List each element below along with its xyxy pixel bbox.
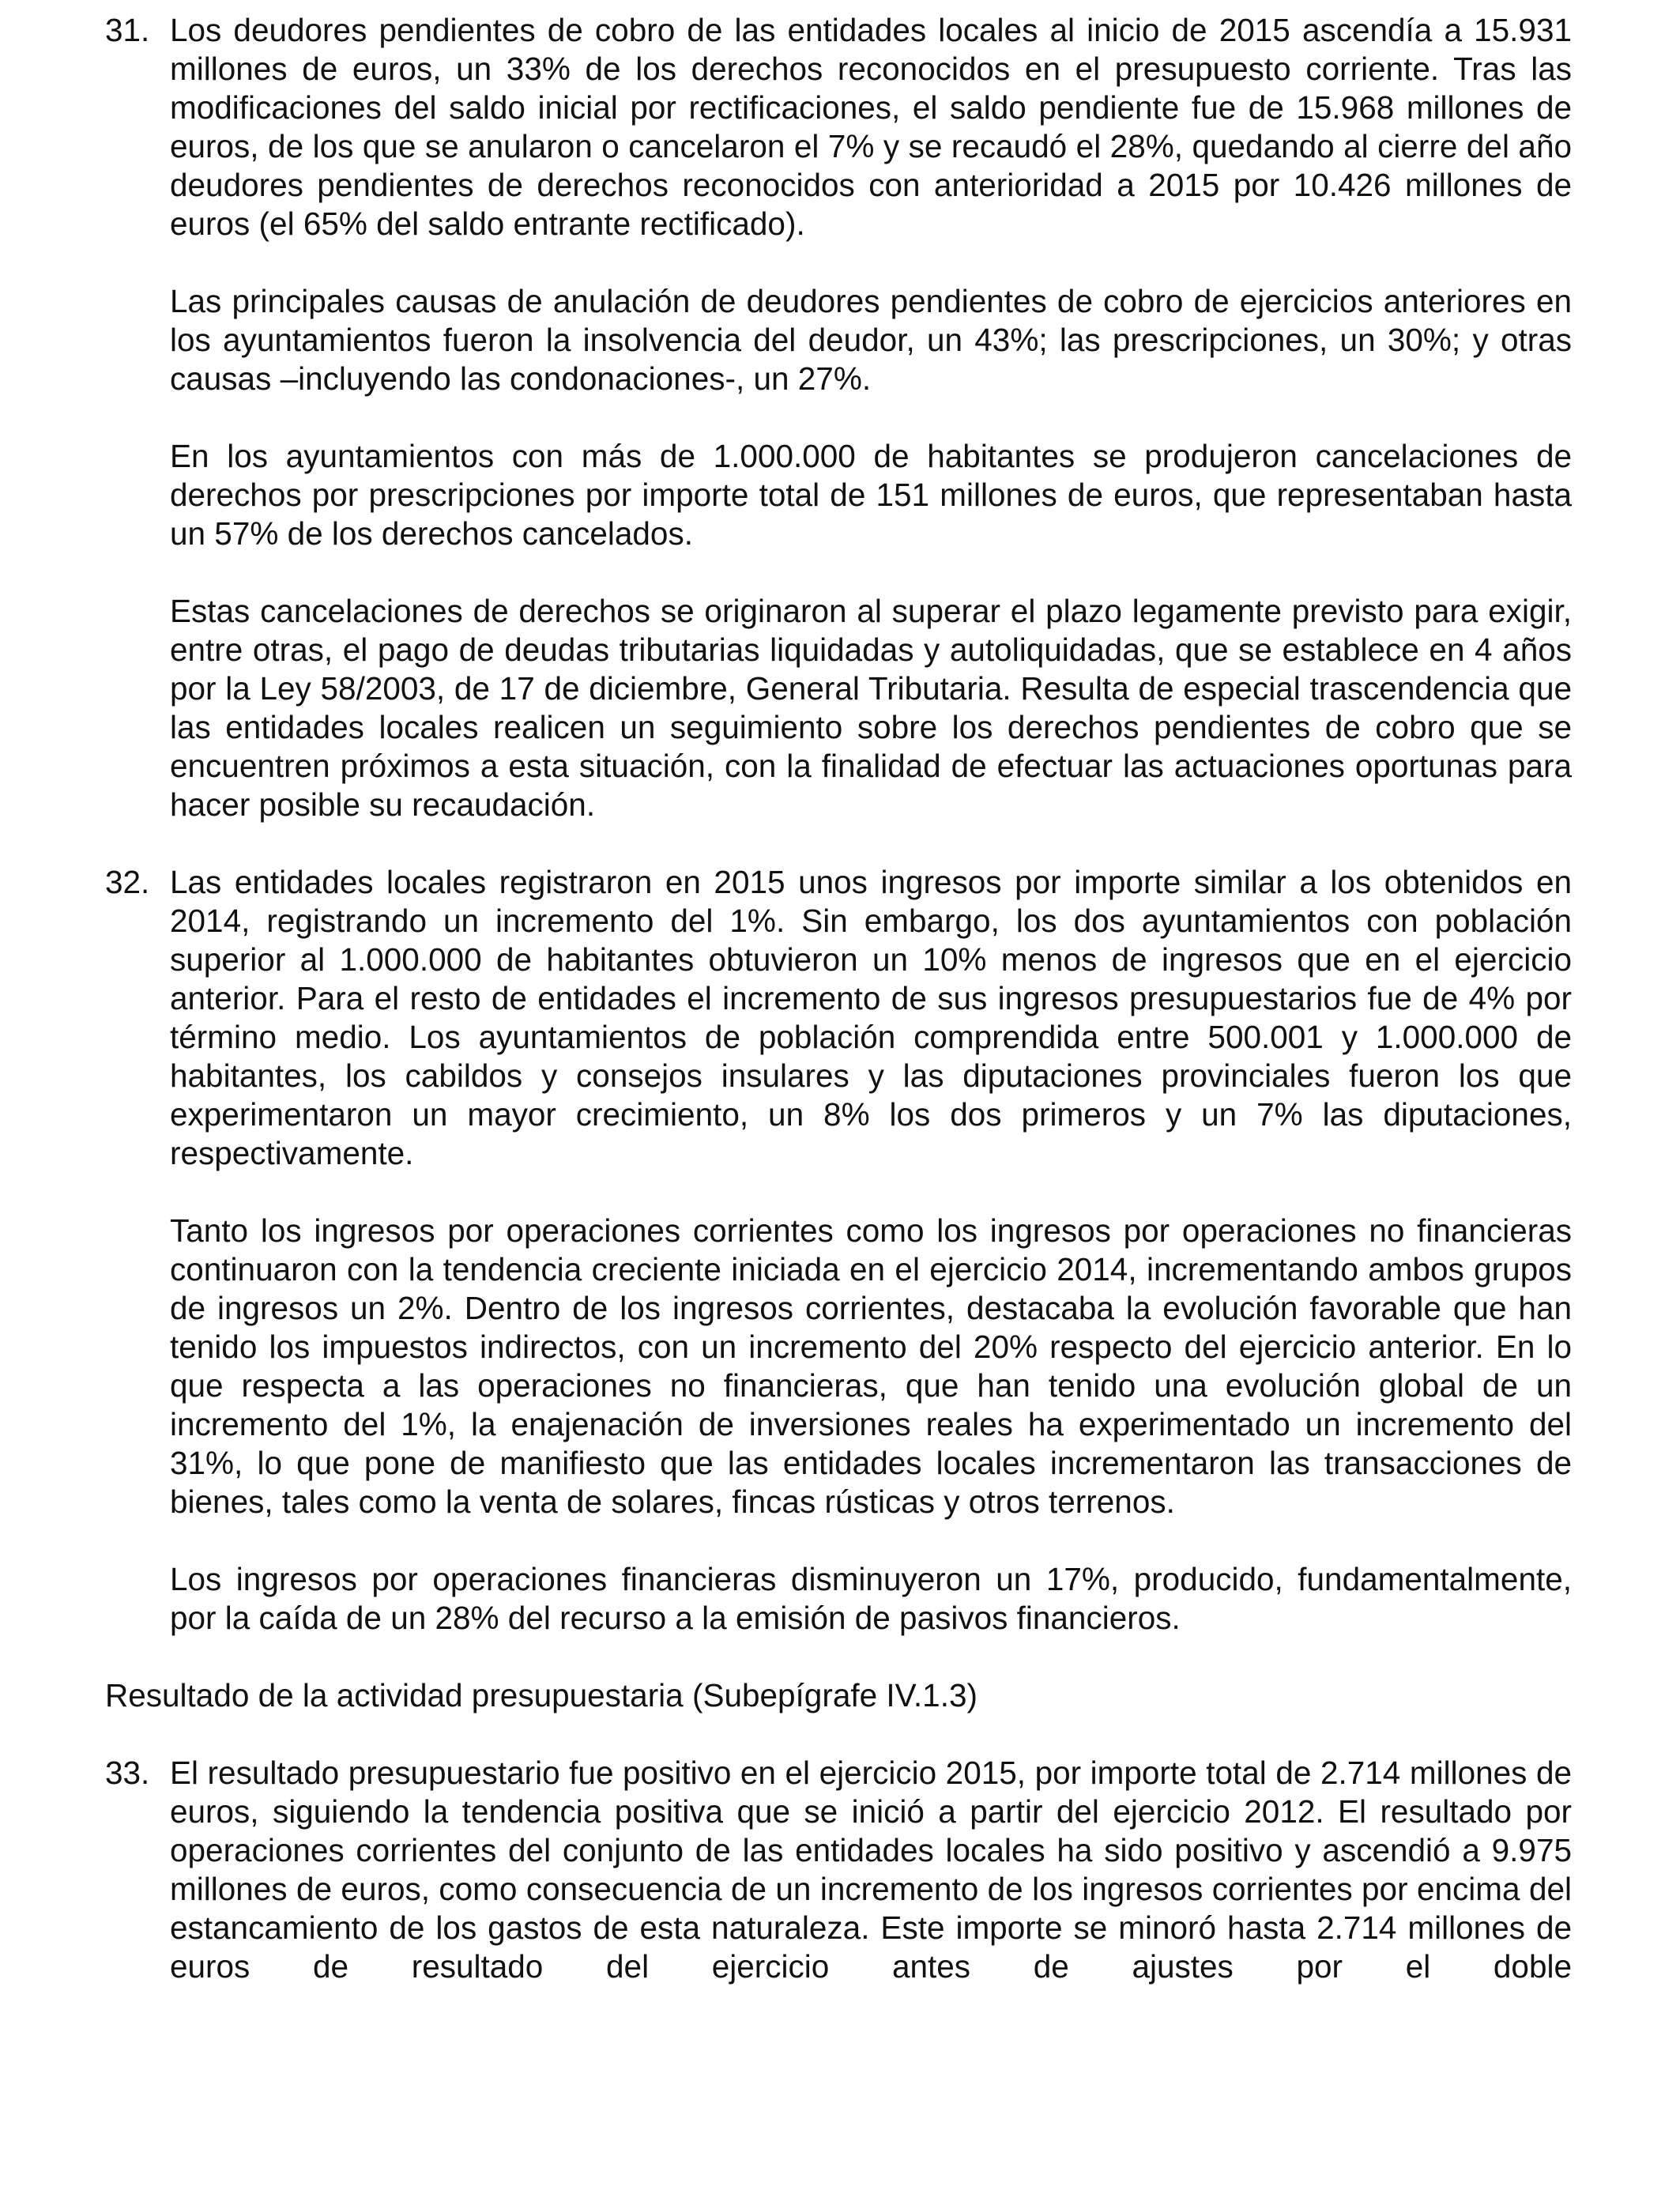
paragraph-number: 33. bbox=[105, 1755, 150, 1791]
document-body bbox=[105, 11, 1572, 1986]
paragraph-text: Los ingresos por operaciones financieras disminuyeron un 17%, producido, fundamentalmente, por la caída de un 28% del recurso a la emisión de pasivos financieros. bbox=[170, 1561, 1572, 1636]
paragraph-text: Las principales causas de anulación de deudores pendientes de cobro de ejercicios anteriores en los ayuntamientos fueron la insolvencia del deudor, un 43%; las prescripciones, un 30%; y otras causas –incluyendo las condonaciones-, un 27%. bbox=[170, 283, 1572, 397]
numbered-paragraph-31 bbox=[105, 11, 1572, 824]
paragraph-text: Los deudores pendientes de cobro de las entidades locales al inicio de 2015 ascendía a 15.931 millones de euros, un 33% de los derechos reconocidos en el presupuesto corriente. Tras las modificaciones del saldo inicial por rectificaciones, el saldo pendiente fue de 15.968 millones de euros, de los que se anularon o cancelaron el 7% y se recaudó el 28%, quedando al cierre del año deudores pendientes de derechos reconocidos con anterioridad a 2015 por 10.426 millones de euros (el 65% del saldo entrante rectificado). bbox=[170, 12, 1572, 242]
numbered-paragraph-32 bbox=[105, 863, 1572, 1638]
paragraph-text: El resultado presupuestario fue positivo en el ejercicio 2015, por importe total de 2.714 millones de euros, siguiendo la tendencia positiva que se inició a partir del ejercicio 2012. El resultado por operaciones corrientes del conjunto de las entidades locales ha sido positivo y ascendió a 9.975 millones de euros, como consecuencia de un incremento de los ingresos corrientes por encima del estancamiento de los gastos de esta naturaleza. Este importe se minoró hasta 2.714 millones de euros de resultado del ejercicio antes de ajustes por el doble bbox=[170, 1755, 1572, 1985]
paragraph-number: 31. bbox=[105, 12, 150, 48]
paragraph-number: 32. bbox=[105, 864, 150, 900]
paragraph-text: Estas cancelaciones de derechos se originaron al superar el plazo legamente previsto para exigir, entre otras, el pago de deudas tributarias liquidadas y autoliquidadas, que se establece en 4 años por la Ley 58/2003, de 17 de diciembre, General Tributaria. Resulta de especial trascendencia que las entidades locales realicen un seguimiento sobre los derechos pendientes de cobro que se encuentren próximos a esta situación, con la finalidad de efectuar las actuaciones oportunas para hacer posible su recaudación. bbox=[170, 593, 1572, 823]
paragraph-text: En los ayuntamientos con más de 1.000.000 de habitantes se produjeron cancelaciones de derechos por prescripciones por importe total de 151 millones de euros, que representaban hasta un 57% de los derechos cancelados. bbox=[170, 438, 1572, 552]
paragraph-text: Tanto los ingresos por operaciones corrientes como los ingresos por operaciones no financieras continuaron con la tendencia creciente iniciada en el ejercicio 2014, incrementando ambos grupos de ingresos un 2%. Dentro de los ingresos corrientes, destacaba la evolución favorable que han tenido los impuestos indirectos, con un incremento del 20% respecto del ejercicio anterior. En lo que respecta a las operaciones no financieras, que han tenido una evolución global de un incremento del 1%, la enajenación de inversiones reales ha experimentado un incremento del 31%, lo que pone de manifiesto que las entidades locales incrementaron las transacciones de bienes, tales como la venta de solares, fincas rústicas y otros terrenos. bbox=[170, 1212, 1572, 1520]
numbered-paragraph-33 bbox=[105, 1754, 1572, 1986]
section-heading: Resultado de la actividad presupuestaria (Subepígrafe IV.1.3) bbox=[105, 1677, 977, 1713]
paragraph-text: Las entidades locales registraron en 2015 unos ingresos por importe similar a los obtenidos en 2014, registrando un incremento del 1%. Sin embargo, los dos ayuntamientos con población superior al 1.000.000 de habitantes obtuvieron un 10% menos de ingresos que en el ejercicio anterior. Para el resto de entidades el incremento de sus ingresos presupuestarios fue de 4% por término medio. Los ayuntamientos de población comprendida entre 500.001 y 1.000.000 de habitantes, los cabildos y consejos insulares y las diputaciones provinciales fueron los que experimentaron un mayor crecimiento, un 8% los dos primeros y un 7% las diputaciones, respectivamente. bbox=[170, 864, 1572, 1171]
